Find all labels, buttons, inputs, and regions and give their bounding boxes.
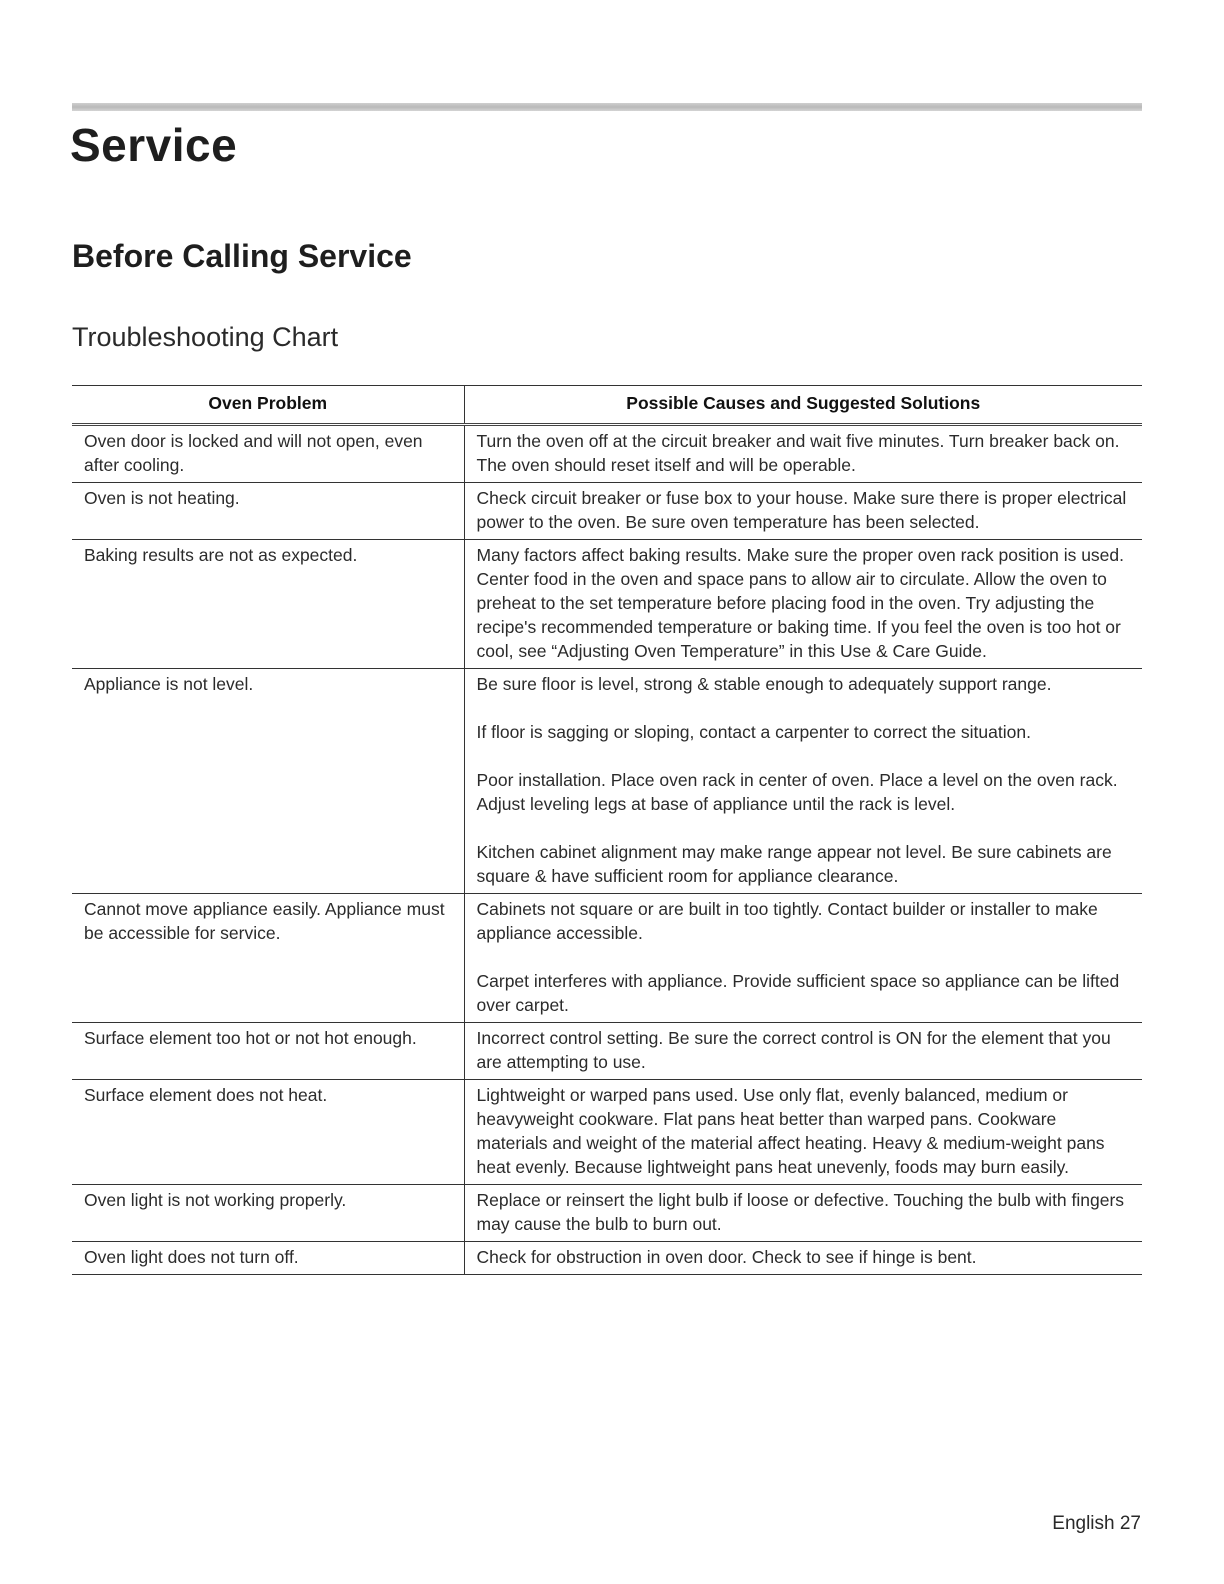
problem-cell: Surface element too hot or not hot enough. — [72, 1023, 464, 1080]
solution-text: Many factors affect baking results. Make sure the proper oven rack position is used. Center food in the oven and space pans to allow air to circulate. Allow the oven to preheat to the set temperature before placing food in the oven. Try adjusting the recipe's recommended temperature or baking time. If you feel the oven is too hot or cool, see “Adjusting Oven Temperature” in this Use & Care Guide. — [476, 545, 1124, 661]
solution-cell — [464, 1242, 1142, 1275]
solution-text: Check for obstruction in oven door. Check to see if hinge is bent. — [476, 1247, 977, 1267]
table-row — [72, 1023, 1142, 1080]
table-row — [72, 1185, 1142, 1242]
solution-cell — [464, 425, 1142, 483]
table-row — [72, 894, 1142, 1023]
solution-text: Turn the oven off at the circuit breaker and wait five minutes. Turn breaker back on. The oven should reset itself and will be operable. — [476, 431, 1120, 475]
header-oven-problem: Oven Problem — [72, 386, 464, 425]
problem-cell: Cannot move appliance easily. Appliance must be accessible for service. — [72, 894, 464, 1023]
table-header-row — [72, 386, 1142, 425]
problem-cell: Baking results are not as expected. — [72, 540, 464, 669]
problem-cell: Surface element does not heat. — [72, 1080, 464, 1185]
solution-cell — [464, 1185, 1142, 1242]
header-rule — [72, 103, 1142, 111]
problem-cell: Oven light does not turn off. — [72, 1242, 464, 1275]
solution-cell — [464, 1023, 1142, 1080]
solution-text: Lightweight or warped pans used. Use only flat, evenly balanced, medium or heavyweight cookware. Flat pans heat better than warped pans. Cookware materials and weight of the material affect heating. Heavy & medium-weight pans heat evenly. Because lightweight pans heat unevenly, foods may burn easily. — [476, 1085, 1105, 1177]
table-row — [72, 425, 1142, 483]
chart-title: Troubleshooting Chart — [72, 322, 339, 352]
troubleshooting-table — [72, 385, 1142, 1275]
section-title: Service — [70, 119, 238, 171]
solution-text: Replace or reinsert the light bulb if loose or defective. Touching the bulb with fingers may cause the bulb to burn out. — [476, 1190, 1125, 1234]
solution-text: Cabinets not square or are built in too tightly. Contact builder or installer to make appliance accessible. — [476, 899, 1098, 943]
solution-text: Incorrect control setting. Be sure the correct control is ON for the element that you are attempting to use. — [476, 1028, 1111, 1072]
solution-cell — [464, 1080, 1142, 1185]
solution-text: Carpet interferes with appliance. Provide sufficient space so appliance can be lifted over carpet. — [476, 971, 1120, 1015]
solution-text: Check circuit breaker or fuse box to your house. Make sure there is proper electrical power to the oven. Be sure oven temperature has been selected. — [476, 488, 1127, 532]
table-row — [72, 1242, 1142, 1275]
solution-cell — [464, 540, 1142, 669]
table-row — [72, 1080, 1142, 1185]
page-number: English 27 — [1052, 1513, 1141, 1534]
problem-cell: Oven door is locked and will not open, even after cooling. — [72, 425, 464, 483]
table-row — [72, 483, 1142, 540]
solution-text: Kitchen cabinet alignment may make range appear not level. Be sure cabinets are square & have sufficient room for appliance clearance. — [476, 842, 1112, 886]
problem-cell: Oven is not heating. — [72, 483, 464, 540]
solution-cell — [464, 669, 1142, 894]
solution-text: If floor is sagging or sloping, contact a carpenter to correct the situation. — [476, 722, 1031, 742]
problem-cell: Oven light is not working properly. — [72, 1185, 464, 1242]
table-row — [72, 540, 1142, 669]
solution-text: Poor installation. Place oven rack in center of oven. Place a level on the oven rack. Adjust leveling legs at base of appliance until the rack is level. — [476, 770, 1118, 814]
solution-cell — [464, 483, 1142, 540]
subsection-title: Before Calling Service — [72, 238, 412, 274]
solution-cell — [464, 894, 1142, 1023]
table-row — [72, 669, 1142, 894]
header-causes-solutions: Possible Causes and Suggested Solutions — [464, 386, 1142, 425]
problem-cell: Appliance is not level. — [72, 669, 464, 894]
solution-text: Be sure floor is level, strong & stable enough to adequately support range. — [476, 674, 1052, 694]
